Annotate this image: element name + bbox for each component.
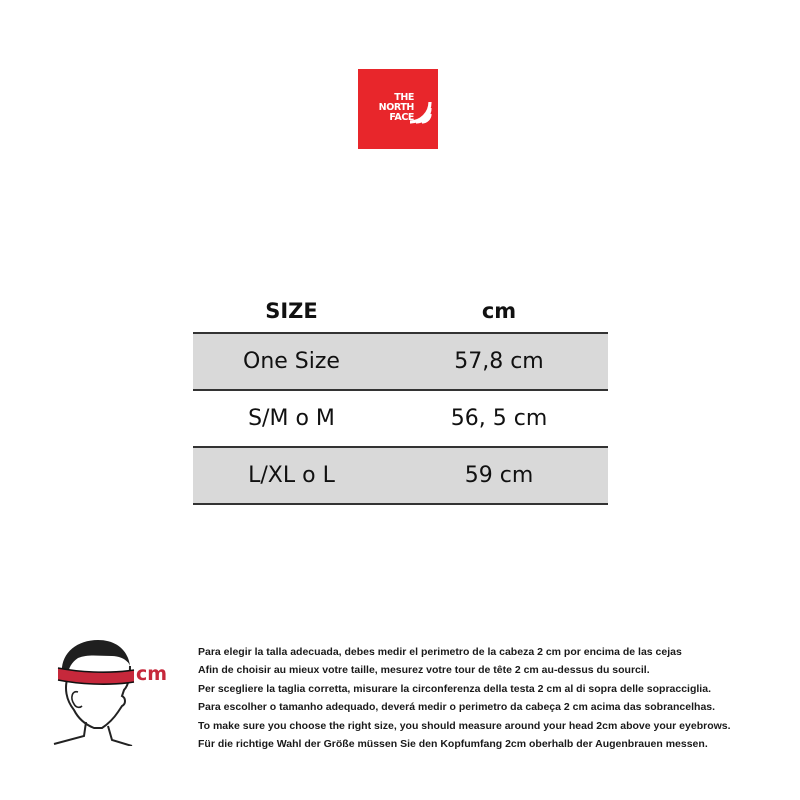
header-cm: cm: [390, 290, 608, 333]
instruction-it: Per scegliere la taglia corretta, misurare la circonferenza della testa 2 cm al di sopra delle sopracciglia.: [198, 682, 711, 695]
cm-cell: 59 cm: [390, 447, 608, 504]
table-row: [193, 390, 608, 447]
head-measure-icon: [48, 636, 178, 746]
cm-cell: 57,8 cm: [390, 333, 608, 390]
header-size: SIZE: [193, 290, 390, 333]
size-cell: S/M o M: [193, 390, 390, 447]
instruction-fr: Afin de choisir au mieux votre taille, mesurez votre tour de tête 2 cm au-dessus du sourcil.: [198, 664, 650, 677]
instruction-es: Para elegir la talla adecuada, debes medir el perimetro de la cabeza 2 cm por encima de las cejas: [198, 646, 682, 658]
instruction-de: Für die richtige Wahl der Größe müssen Sie den Kopfumfang 2cm oberhalb der Augenbrauen messen.: [198, 738, 708, 751]
brand-logo: [358, 69, 438, 149]
table-row: [193, 333, 608, 390]
instruction-pt: Para escolher o tamanho adequado, deverá medir o perimetro da cabeça 2 cm acima das sobrancelhas.: [198, 701, 716, 714]
logo-wordmark: [366, 93, 414, 123]
table-row: [193, 447, 608, 504]
instruction-en: To make sure you choose the right size, you should measure around your head 2cm above your eyebrows.: [198, 719, 731, 732]
size-chart-table: [193, 290, 608, 505]
size-cell: L/XL o L: [193, 447, 390, 504]
logo-line-3: FACE: [389, 112, 414, 123]
measure-unit-label: cm: [136, 663, 168, 685]
size-cell: One Size: [193, 333, 390, 390]
cm-cell: 56, 5 cm: [390, 390, 608, 447]
logo-line-1: THE: [394, 92, 414, 103]
sizing-instructions: [198, 643, 798, 753]
logo-line-2: NORTH: [378, 102, 414, 113]
table-header-row: [193, 290, 608, 333]
